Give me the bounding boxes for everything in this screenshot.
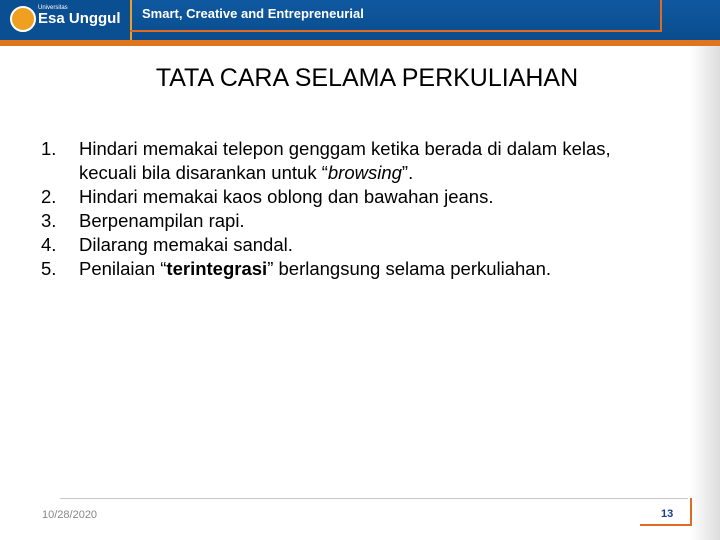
list-number: 5. [41,258,57,279]
list-item [41,209,691,233]
page-number: 13 [661,508,674,520]
logo-text: Esa Unggul [38,10,121,27]
list-text: ”. [401,162,414,183]
header-bar [0,0,720,40]
list-number: 3. [41,210,57,231]
tagline: Smart, Creative and Entrepreneurial [142,6,364,21]
list-number: 4. [41,234,57,255]
list-text: kecuali bila disarankan untuk “ [79,162,328,183]
list-text: Berpenampilan rapi. [79,210,245,231]
list-text: Hindari memakai kaos oblong dan bawahan jeans. [79,186,494,207]
list-item [41,233,691,257]
logo-emblem-icon [10,6,36,32]
list-number: 2. [41,186,57,207]
list-text: ” berlangsung selama perkuliahan. [267,258,552,279]
list-item [41,137,691,185]
list-text-bold: terintegrasi [166,258,268,279]
orange-divider [0,40,720,46]
list-text-italic: browsing [327,162,402,183]
list-text: Penilaian “ [79,258,167,279]
university-logo [0,0,132,40]
list-text: Hindari memakai telepon genggam ketika berada di dalam kelas, [79,138,611,159]
list-item [41,257,691,281]
slide-date: 10/28/2020 [42,509,98,521]
slide-title: TATA CARA SELAMA PERKULIAHAN [155,64,579,92]
side-shade-decoration [690,46,720,540]
rules-list [41,137,691,281]
logo-caption: Universitas [38,5,68,11]
list-text: Dilarang memakai sandal. [79,234,293,255]
footer-divider [60,498,688,499]
list-item [41,185,691,209]
list-number: 1. [41,138,57,159]
